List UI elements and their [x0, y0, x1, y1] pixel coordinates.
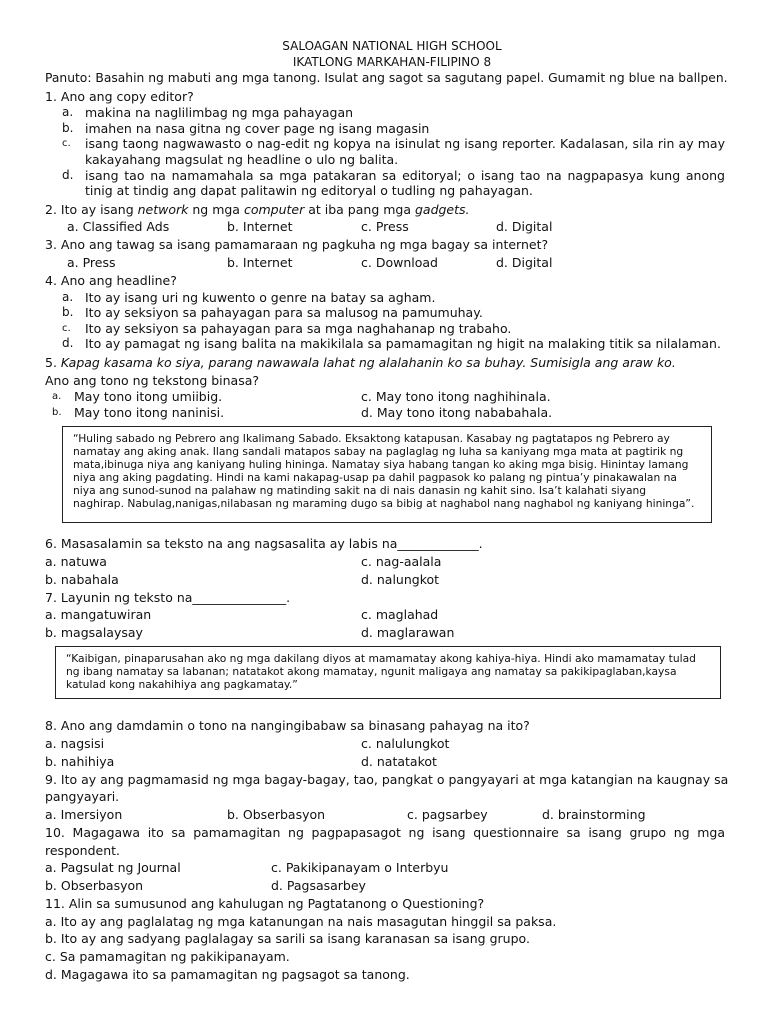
passage-box-1 [62, 426, 712, 523]
q6-options-ac [45, 553, 725, 571]
q3-options [45, 254, 725, 272]
passage-1-line: naghirap. Nabulag,nanigas,nilabasan ng maraming dugo sa bibig at naghabol nang naghabol ng kaniyang hininga”. [73, 496, 695, 510]
passage-2-line: “Kaibigan, pinaparusahan ako ng mga dakilang diyos at mamamatay akong kahiya-hiya. Hindi ako mamamatay tulad [66, 652, 696, 666]
q10-options-bd [45, 877, 725, 895]
q11-option-d: d. Magagawa ito sa pamamagitan ng pagsagot sa tanong. [45, 966, 410, 982]
q11-option-a: a. Ito ay ang paglalatag ng mga katanungan na nais masagutan hinggil sa paksa. [45, 913, 557, 929]
exam-page [45, 38, 729, 983]
question-11: 11. Alin sa sumusunod ang kahulugan ng Pagtatanong o Questioning? [45, 896, 485, 912]
q8-option-c: c. nalulungkot [361, 735, 450, 751]
q2-option-b: b. Internet [227, 219, 293, 235]
q7-option-c: c. maglahad [361, 607, 439, 623]
q2-option-a: a. Classified Ads [67, 219, 170, 235]
q3-option-b: b. Internet [227, 254, 293, 270]
q8-options-ac [45, 735, 725, 753]
question-3: 3. Ano ang tawag sa isang pamamaraan ng pagkuha ng mga bagay sa internet? [45, 237, 549, 253]
question-4: 4. Ano ang headline? [45, 272, 177, 288]
q2-option-c: c. Press [361, 219, 409, 235]
q5-option-a: May tono itong umiibig. [74, 389, 223, 405]
q4-option-c: c. Ito ay seksiyon sa pahayagan para sa mga naghahanap ng trabaho. [62, 320, 512, 336]
q7-option-b: b. magsalaysay [45, 625, 143, 641]
q10-option-c: c. Pakikipanayam o Interbyu [271, 860, 449, 876]
q1-option-c: c. isang taong nagwawasto o nag-edit ng kopya na isinulat ng isang reporter. Kadalasan, sila rin ay may kakayahang magsulat ng headline o ulo ng balita. [62, 136, 725, 167]
question-10-line-1: 10. Magagawa ito sa pamamagitan ng pagpapasagot ng isang questionnaire sa isang grupo ng mga [45, 825, 725, 841]
q7-option-a: a. mangatuwiran [45, 607, 152, 623]
instructions: Panuto: Basahin ng mabuti ang mga tanong. Isulat ang sagot sa sagutang papel. Gumamit ng blue na ballpen. [45, 71, 728, 85]
q10-option-d: d. Pagsasarbey [271, 878, 366, 894]
question-10-line-2: respondent. [45, 842, 120, 858]
q1-option-d: d. isang tao na namamahala sa mga patakaran sa editoryal; o isang tao na nagpapasya kung anong tinig at tindig ang dapat palitawin ng editoryal o tudling ng pahayagan. [62, 167, 725, 199]
q3-option-a: a. Press [67, 254, 116, 270]
q5-options-bd: b. May tono itong naninisi. d. May tono itong nababahala. [52, 405, 553, 421]
q9-options [45, 806, 725, 824]
passage-2-line: katulad kong nakahihiya ang pagkamatay.” [66, 678, 298, 692]
question-5: Ano ang tono ng tekstong binasa? [45, 372, 260, 388]
passage-box-2 [55, 646, 721, 699]
q1-option-a: a. makina na naglilimbag ng mga pahayagan [62, 105, 354, 121]
q11-option-b: b. Ito ay ang sadyang paglalagay sa sarili sa isang karanasan sa isang grupo. [45, 931, 530, 947]
q8-option-d: d. natatakot [361, 753, 437, 769]
q6-option-d: d. nalungkot [361, 571, 440, 587]
passage-1-line: “Huling sabado ng Pebrero ang Ikalimang Sabado. Eksaktong katapusan. Kasabay ng pagtatapos ng Pebrero ay [73, 432, 670, 446]
passage-1-line: mata,ibinuga niya ang kaniyang huling hininga. Namatay siya habang tangan ko aking mga bisig. Hinintay lamang [73, 457, 689, 471]
q7-options-bd [45, 624, 725, 642]
q9-option-b: b. Obserbasyon [227, 807, 326, 823]
q10-option-b: b. Obserbasyon [45, 878, 144, 894]
q5-option-d: d. May tono itong nababahala. [361, 405, 553, 421]
question-6: 6. Masasalamin sa teksto na ang nagsasalita ay labis na_____________. [45, 536, 483, 552]
q11-option-c: c. Sa pamamagitan ng pakikipanayam. [45, 949, 290, 965]
q2-option-d: d. Digital [496, 219, 553, 235]
q6-option-c: c. nag-aalala [361, 553, 442, 569]
passage-1-line: namatay ang aking anak. Ilang sandali matapos sabay na paglaglag ng luha sa kaniyang mga mata at pagtirik ng [73, 445, 684, 458]
q10-options-ac [45, 859, 725, 877]
q3-option-d: d. Digital [496, 254, 553, 270]
q4-option-b: b. Ito ay seksiyon sa pahayagan para sa malusog na pamumuhay. [62, 305, 483, 321]
q8-option-a: a. nagsisi [45, 735, 105, 751]
q5-option-b: May tono itong naninisi. [74, 405, 225, 421]
quarter-title: IKATLONG MARKAHAN-FILIPINO 8 [292, 55, 492, 69]
question-5-quote: 5. Kapag kasama ko siya, parang nawawala lahat ng alalahanin ko sa buhay. Sumisigla ang araw ko. [45, 354, 676, 370]
q9-option-c: c. pagsarbey [407, 807, 488, 823]
q7-option-d: d. maglarawan [361, 625, 455, 641]
passage-2-line: ng ibang namatay sa labanan; natatakot akong mamatay, ngunit maligaya ang namatay sa pakikipaglaban,kaysa [66, 665, 677, 679]
question-9-line-1: 9. Ito ay ang pagmamasid ng mga bagay-bagay, tao, pangkat o pangyayari at mga katangian na kaugnay sa [45, 771, 729, 787]
q5-options-ac: a. May tono itong umiibig. c. May tono itong naghihinala. [52, 389, 551, 405]
q9-option-d: d. brainstorming [542, 807, 646, 823]
q6-option-b: b. nabahala [45, 571, 119, 587]
question-9-line-2: pangyayari. [45, 789, 120, 805]
question-7: 7. Layunin ng teksto na_______________. [45, 589, 291, 605]
q10-option-a: a. Pagsulat ng Journal [45, 860, 181, 876]
q1-option-b: b. imahen na nasa gitna ng cover page ng isang magasin [62, 120, 430, 136]
q3-option-c: c. Download [361, 254, 438, 270]
q6-option-a: a. natuwa [45, 553, 107, 569]
q9-option-a: a. Imersiyon [45, 807, 123, 823]
q6-options-bd [45, 571, 725, 589]
q2-options [45, 218, 725, 236]
q5-option-c: c. May tono itong naghihinala. [361, 389, 551, 405]
q4-option-d: d. Ito ay pamagat ng isang balita na makikilala sa pamamagitan ng higit na malaking titik sa nilalaman. [62, 336, 721, 352]
q8-option-b: b. nahihiya [45, 753, 115, 769]
q7-options-ac [45, 606, 725, 624]
q8-options-bd [45, 753, 725, 771]
passage-1-line: niya ang sunod-sunod na palahaw ng matinding sakit na di nais danasin ng kahit sino. Isa’t kalahati siyang [73, 483, 647, 497]
question-8: 8. Ano ang damdamin o tono na nangingibabaw sa binasang pahayag na ito? [45, 718, 530, 734]
school-name: SALOAGAN NATIONAL HIGH SCHOOL [282, 39, 502, 53]
passage-1-line: niya ang aking pagdating. Hindi na kami nakapag-usap pa dahil pagpasok ko palang ng pintua’y pinakawalan na [73, 470, 677, 484]
question-2: 2. Ito ay isang network ng mga computer at iba pang mga gadgets. [45, 201, 470, 217]
question-1: 1. Ano ang copy editor? [45, 88, 194, 104]
q4-option-a: a. Ito ay isang uri ng kuwento o genre na batay sa agham. [62, 289, 436, 305]
